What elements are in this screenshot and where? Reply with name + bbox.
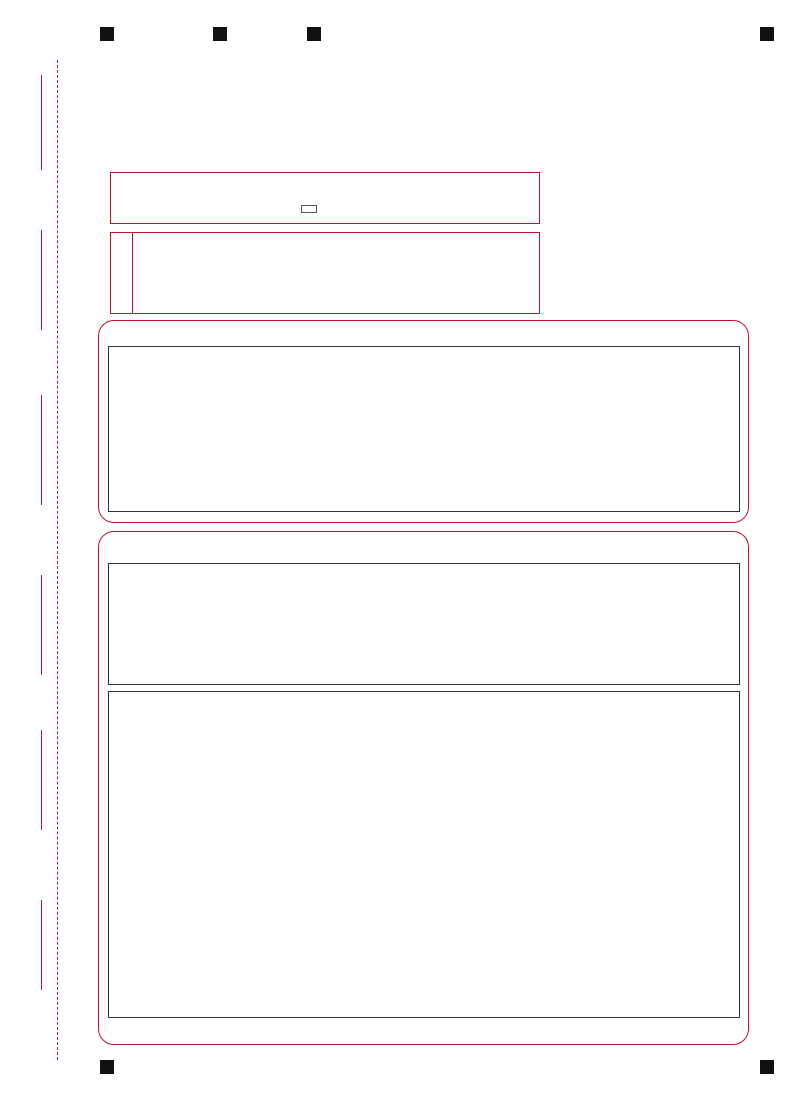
side-line: [41, 730, 42, 830]
side-line: [41, 575, 42, 675]
side-line: [41, 230, 42, 330]
notes-box: [110, 232, 540, 314]
side-line: [41, 395, 42, 505]
alignment-marker: [100, 27, 114, 41]
fill-blank-area: [108, 563, 740, 685]
absent-box: [110, 172, 540, 224]
alignment-marker: [760, 27, 774, 41]
binding-dash-line: [57, 60, 58, 1060]
alignment-marker: [213, 27, 227, 41]
alignment-marker: [760, 1060, 774, 1074]
choice-answer-area: [108, 346, 740, 512]
side-line: [41, 75, 42, 170]
error-correction-area[interactable]: [108, 691, 740, 1018]
side-line: [41, 900, 42, 990]
alignment-marker: [307, 27, 321, 41]
absent-checkbox[interactable]: [301, 205, 317, 213]
alignment-marker: [100, 1060, 114, 1074]
